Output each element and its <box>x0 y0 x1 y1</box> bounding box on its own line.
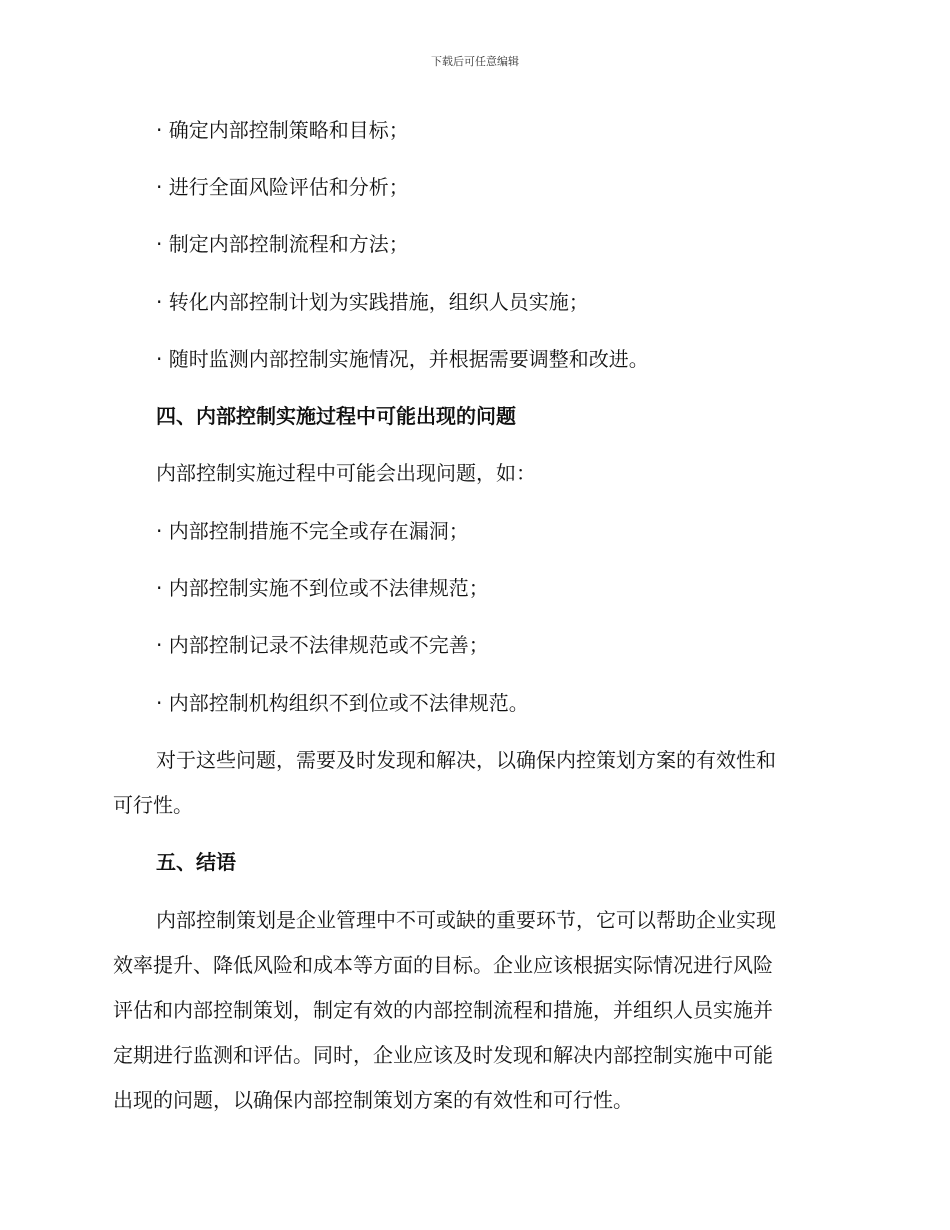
paragraph-line: 可行性。 <box>113 793 193 817</box>
paragraph-line: 定期进行监测和评估。同时，企业应该及时发现和解决内部控制实施中可能 <box>113 1043 773 1067</box>
paragraph-line: 评估和内部控制策划，制定有效的内部控制流程和措施，并组织人员实施并 <box>113 998 773 1022</box>
section-heading: 四、内部控制实施过程中可能出现的问题 <box>156 404 516 428</box>
list-item: · 内部控制机构组织不到位或不法律规范。 <box>156 691 529 715</box>
list-item: · 内部控制措施不完全或存在漏洞； <box>156 519 469 543</box>
list-item: · 内部控制记录不法律规范或不完善； <box>156 633 489 657</box>
paragraph-line: 内部控制策划是企业管理中不可或缺的重要环节，它可以帮助企业实现 <box>156 908 776 932</box>
list-item: · 制定内部控制流程和方法； <box>156 232 409 256</box>
list-item: · 进行全面风险评估和分析； <box>156 175 409 199</box>
list-item: · 转化内部控制计划为实践措施，组织人员实施； <box>156 290 589 314</box>
list-item: · 确定内部控制策略和目标； <box>156 118 409 142</box>
paragraph: 内部控制实施过程中可能会出现问题，如： <box>156 461 536 485</box>
paragraph-line: 效率提升、降低风险和成本等方面的目标。企业应该根据实际情况进行风险 <box>113 953 773 977</box>
page-header: 下载后可任意编辑 <box>431 55 519 68</box>
list-item: · 内部控制实施不到位或不法律规范； <box>156 576 489 600</box>
paragraph-line: 出现的问题，以确保内部控制策划方案的有效性和可行性。 <box>113 1088 633 1112</box>
list-item: · 随时监测内部控制实施情况，并根据需要调整和改进。 <box>156 347 649 371</box>
paragraph-line: 对于这些问题，需要及时发现和解决，以确保内控策划方案的有效性和 <box>156 748 776 772</box>
section-heading: 五、结语 <box>156 850 236 874</box>
